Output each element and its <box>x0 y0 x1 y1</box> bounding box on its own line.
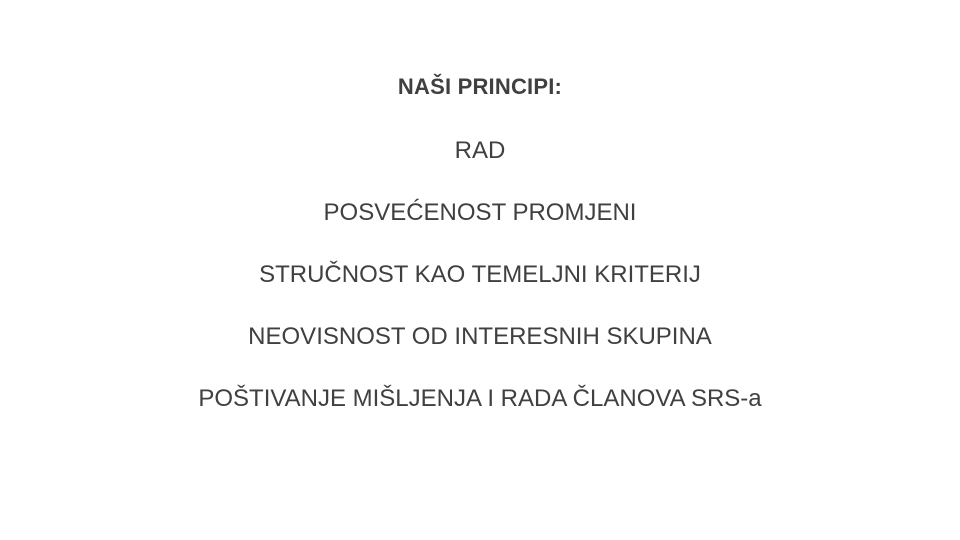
principle-item: POSVEĆENOST PROMJENI <box>323 199 637 226</box>
principle-item: NEOVISNOST OD INTERESNIH SKUPINA <box>248 323 712 350</box>
principle-item: POŠTIVANJE MIŠLJENJA I RADA ČLANOVA SRS-a <box>198 385 762 412</box>
principle-item: RAD <box>454 137 506 164</box>
principle-item: STRUČNOST KAO TEMELJNI KRITERIJ <box>259 261 701 288</box>
slide-heading: NAŠI PRINCIPI: <box>397 74 563 99</box>
